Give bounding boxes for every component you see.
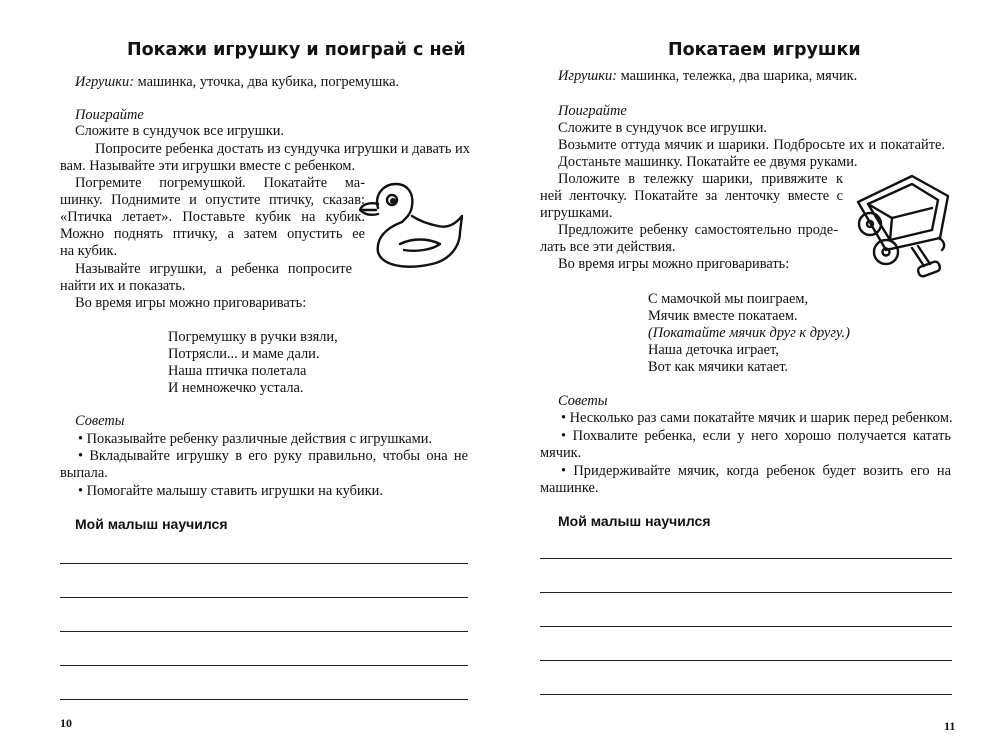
tip-line: мячик. bbox=[540, 445, 582, 461]
text-line: Называйте игрушки, а ребенка попросите bbox=[75, 261, 352, 277]
tip-line: • Помогайте малышу ставить игрушки на кубики. bbox=[78, 483, 383, 499]
duck-icon bbox=[356, 176, 468, 276]
text-line: Достаньте машинку. Покатайте ее двумя руками. bbox=[558, 154, 858, 170]
play-heading: Поиграйте bbox=[558, 103, 627, 119]
tips-heading: Советы bbox=[558, 393, 608, 409]
tip-line: • Несколько раз сами покатайте мячик и шарик перед ребенком. bbox=[561, 410, 953, 426]
cart-icon bbox=[852, 168, 962, 288]
toys-text: машинка, уточка, два кубика, погремушка. bbox=[133, 74, 400, 90]
text-line: найти их и показать. bbox=[60, 278, 186, 294]
learned-heading: Мой малыш научился bbox=[75, 516, 228, 532]
toys-label: Игрушки: bbox=[558, 68, 617, 84]
tips-heading: Советы bbox=[75, 413, 125, 429]
text-line: «Птичка летает». Поставьте кубик на кубик. bbox=[60, 209, 365, 225]
page-title: Покатаем игрушки bbox=[668, 40, 861, 60]
poem-line: Наша деточка играет, bbox=[648, 342, 779, 358]
text-line: Во время игры можно приговаривать: bbox=[558, 256, 790, 272]
text-line: Попросите ребенка достать из сундучка игрушки и давать их bbox=[95, 141, 470, 157]
writing-line[interactable] bbox=[540, 626, 952, 627]
writing-line[interactable] bbox=[60, 563, 468, 564]
writing-line[interactable] bbox=[540, 694, 952, 695]
writing-line[interactable] bbox=[540, 660, 952, 661]
text-line: игрушками. bbox=[540, 205, 613, 221]
text-line: ней ленточку. Покатайте за ленточку вместе с bbox=[540, 188, 843, 204]
text-line: шинку. Поднимите и опустите птичку, сказав: bbox=[60, 192, 365, 208]
text-line: Возьмите оттуда мячик и шарики. Подбросьте их и покатайте. bbox=[558, 137, 945, 153]
tip-line: • Похвалите ребенка, если у него хорошо получается катать bbox=[561, 428, 951, 444]
writing-line[interactable] bbox=[60, 665, 468, 666]
page-title: Покажи игрушку и поиграй с ней bbox=[127, 40, 466, 60]
tip-line: • Показывайте ребенку различные действия с игрушками. bbox=[78, 431, 433, 447]
poem-line: Мячик вместе покатаем. bbox=[648, 308, 798, 324]
page-number: 10 bbox=[60, 716, 72, 730]
text-line: Предложите ребенку самостоятельно проде- bbox=[558, 222, 838, 238]
toys-label: Игрушки: bbox=[75, 74, 134, 90]
toys-line bbox=[75, 73, 399, 91]
learned-heading: Мой малыш научился bbox=[558, 513, 711, 529]
writing-line[interactable] bbox=[60, 597, 468, 598]
text-line: Сложите в сундучок все игрушки. bbox=[558, 120, 767, 136]
text-line: Погремите погремушкой. Покатайте ма- bbox=[75, 175, 365, 191]
writing-line[interactable] bbox=[60, 699, 468, 700]
writing-line[interactable] bbox=[60, 631, 468, 632]
toys-text: машинка, тележка, два шарика, мячик. bbox=[616, 68, 858, 84]
poem-line: (Покатайте мячик друг к другу.) bbox=[648, 325, 850, 341]
toys-line bbox=[558, 67, 857, 85]
poem-line: Погремушку в ручки взяли, bbox=[168, 329, 338, 345]
poem-line: С мамочкой мы поиграем, bbox=[648, 291, 809, 307]
text-line: Положите в тележку шарики, привяжите к bbox=[558, 171, 843, 187]
writing-line[interactable] bbox=[540, 592, 952, 593]
tip-line: выпала. bbox=[60, 465, 108, 481]
poem-line: Потрясли... и маме дали. bbox=[168, 346, 320, 362]
text-line: на кубик. bbox=[60, 243, 118, 259]
tip-line: • Вкладывайте игрушку в его руку правильно, чтобы она не bbox=[78, 448, 468, 464]
right-page bbox=[500, 0, 1000, 754]
text-line: Сложите в сундучок все игрушки. bbox=[75, 123, 284, 139]
page-number: 11 bbox=[944, 719, 956, 733]
tip-line: машинке. bbox=[540, 480, 599, 496]
poem-line: Вот как мячики катает. bbox=[648, 359, 789, 375]
text-line: Во время игры можно приговаривать: bbox=[75, 295, 307, 311]
tip-line: • Придерживайте мячик, когда ребенок будет возить его на bbox=[561, 463, 951, 479]
text-line: лать все эти действия. bbox=[540, 239, 676, 255]
text-line: Можно поднять птичку, а затем опустить ее bbox=[60, 226, 365, 242]
poem-line: И немножечко устала. bbox=[168, 380, 304, 396]
poem-line: Наша птичка полетала bbox=[168, 363, 307, 379]
text-line: вам. Называйте эти игрушки вместе с ребенком. bbox=[60, 158, 356, 174]
play-heading: Поиграйте bbox=[75, 107, 144, 123]
writing-line[interactable] bbox=[540, 558, 952, 559]
